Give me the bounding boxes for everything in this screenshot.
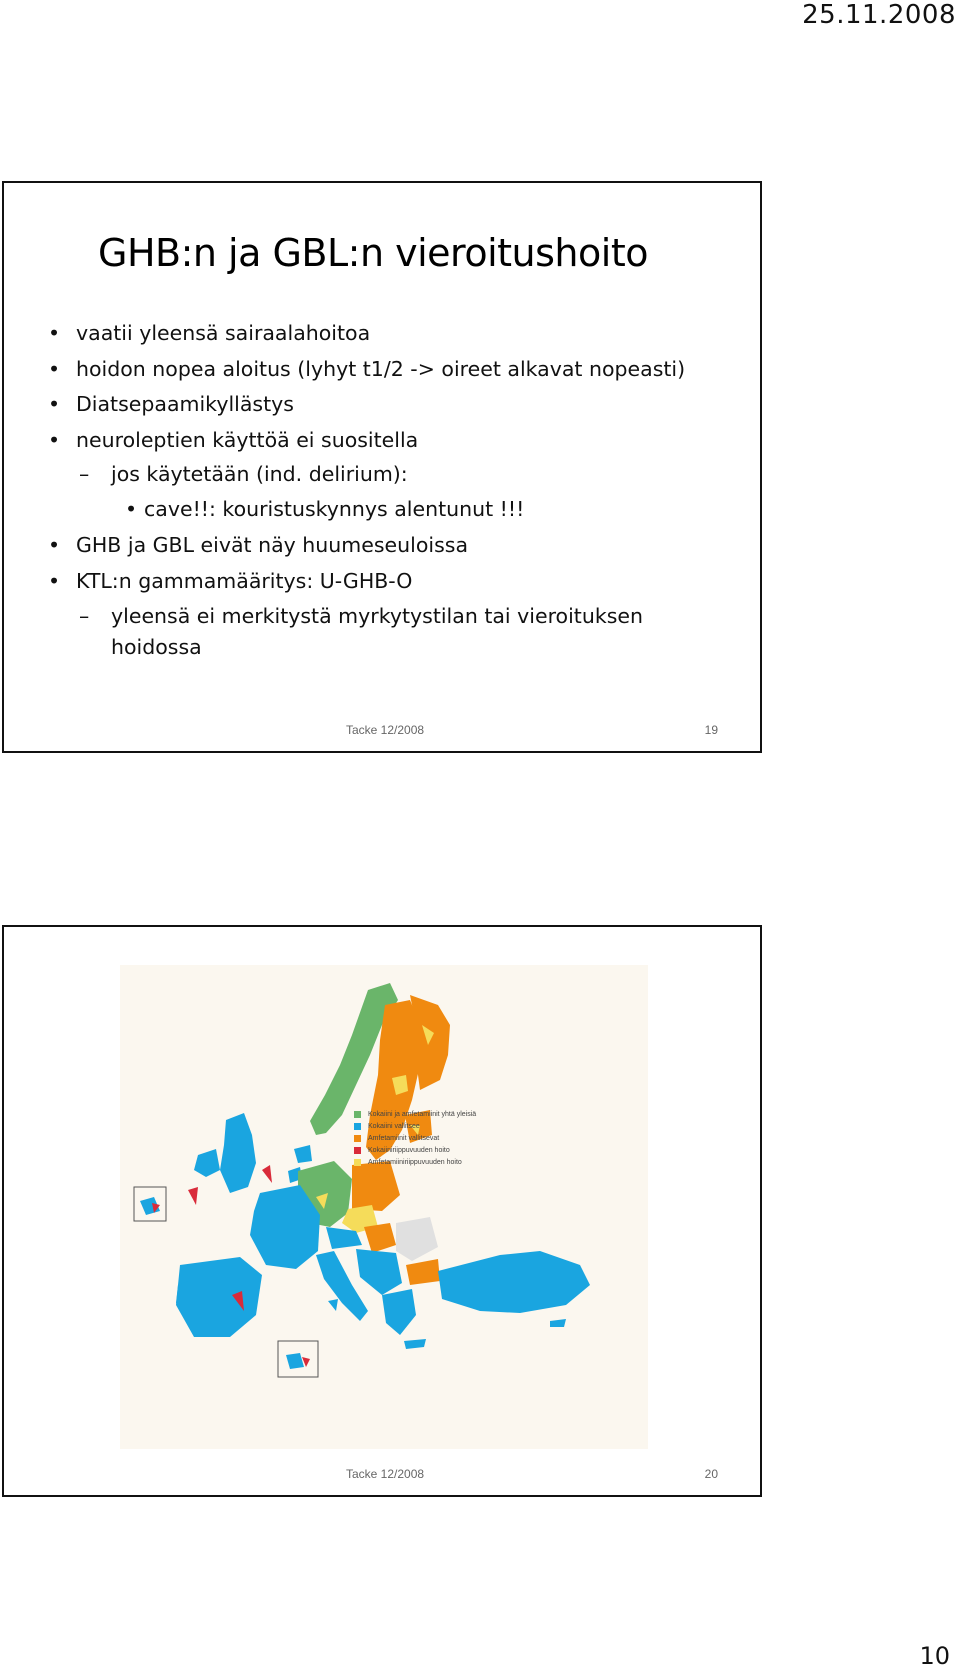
europe-map-image xyxy=(120,965,648,1449)
slide-title: GHB:n ja GBL:n vieroitushoito xyxy=(98,231,648,275)
bullet-item: • vaatii yleensä sairaalahoitoa xyxy=(48,321,371,345)
legend-swatch xyxy=(354,1159,361,1166)
sub-bullet-item: – yleensä ei merkitystä myrkytystilan tai vieroituksen xyxy=(79,604,643,628)
bullet-marker: • xyxy=(48,392,61,416)
treatment-marker xyxy=(188,1187,198,1205)
turkey-shape xyxy=(438,1251,590,1313)
bullet-marker: • xyxy=(48,428,61,452)
bullet-marker: • xyxy=(48,321,61,345)
bullet-item: • neuroleptien käyttöä ei suositella xyxy=(48,428,419,452)
slide-20: Kokaiini ja amfetamiinit yhtä yleisiä Kokaiini vallitsee Amfetamiinit vallitsevat Kokaiiniriippuvuuden hoito Amfetamiiniriippuvuuden hoito Tacke 12/2008 20 xyxy=(2,925,762,1497)
bullet-marker: • xyxy=(48,357,61,381)
slide-footer: Tacke 12/2008 xyxy=(346,723,425,737)
page-date: 25.11.2008 xyxy=(802,0,956,30)
bullet-item: • KTL:n gammamääritys: U-GHB-O xyxy=(48,569,413,593)
page-number: 10 xyxy=(919,1642,950,1670)
iberia-shape xyxy=(176,1257,262,1337)
sub-bullet-item: – jos käytetään (ind. delirium): xyxy=(79,462,408,486)
denmark-shape xyxy=(294,1145,312,1163)
europe-map xyxy=(120,965,648,1449)
slide-number: 20 xyxy=(704,1467,718,1481)
sub-bullet-continuation: hoidossa xyxy=(111,635,202,659)
cyprus-shape xyxy=(550,1319,566,1327)
poland-shape xyxy=(352,1161,400,1211)
sub-sub-bullet-item: • cave!!: kouristuskynnys alentunut !!! xyxy=(125,497,525,521)
legend-swatch xyxy=(354,1111,361,1118)
bullet-marker: • xyxy=(48,533,61,557)
balkans-shape xyxy=(356,1249,402,1295)
greece-shape xyxy=(382,1289,416,1335)
legend-swatch xyxy=(354,1123,361,1130)
ireland-shape xyxy=(194,1149,220,1177)
sardinia-shape xyxy=(328,1299,338,1311)
bullet-item: • Diatsepaamikyllästys xyxy=(48,392,294,416)
bullet-marker: • xyxy=(48,569,61,593)
bullet-item: • hoidon nopea aloitus (lyhyt t1/2 -> oireet alkavat nopeasti) xyxy=(48,357,686,381)
crete-shape xyxy=(404,1339,426,1349)
bullet-marker: • xyxy=(125,497,138,521)
bulgaria-shape xyxy=(406,1259,440,1285)
treatment-marker xyxy=(262,1165,272,1183)
slide-number: 19 xyxy=(704,723,718,737)
legend-swatch xyxy=(354,1135,361,1142)
slide-19 xyxy=(2,181,762,753)
uk-shape xyxy=(220,1113,256,1193)
slide-footer: Tacke 12/2008 xyxy=(346,1467,425,1481)
dash-marker: – xyxy=(79,604,90,628)
legend-swatch xyxy=(354,1147,361,1154)
dash-marker: – xyxy=(79,462,90,486)
malta-shape xyxy=(286,1353,304,1369)
bullet-item: • GHB ja GBL eivät näy huumeseuloissa xyxy=(48,533,469,557)
romania-shape xyxy=(396,1217,438,1261)
hungary-shape xyxy=(364,1223,396,1253)
